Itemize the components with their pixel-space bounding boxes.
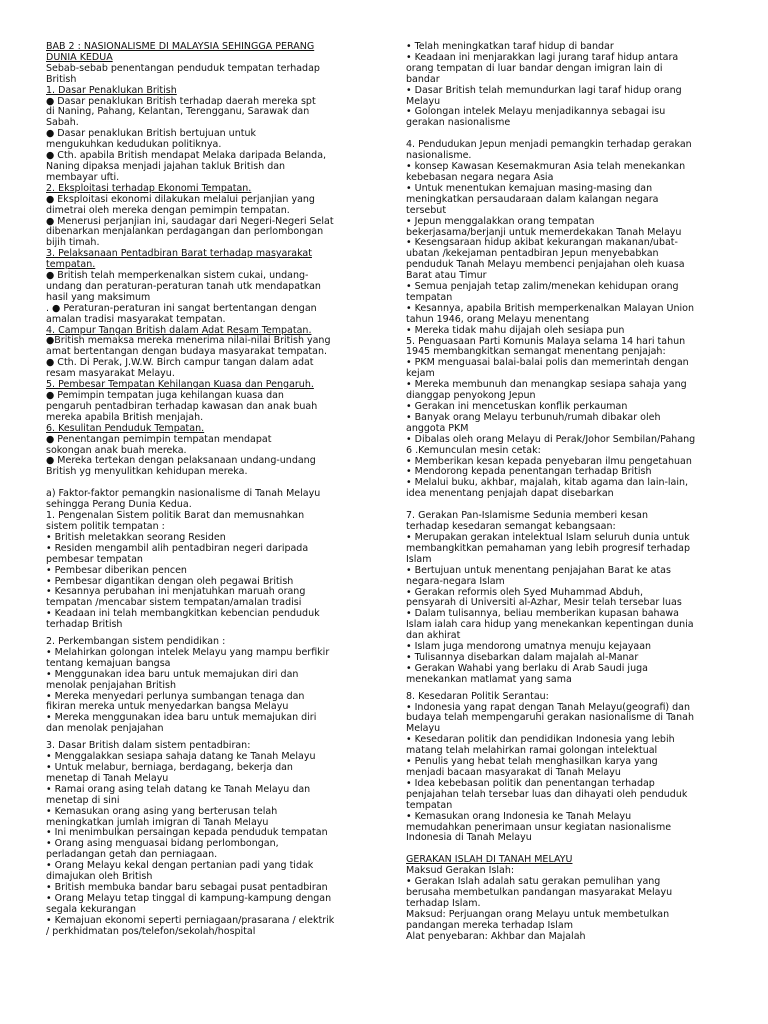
right-text-line: gerakan nasionalisme xyxy=(406,117,511,129)
left-text-line: • Orang asing menguasai bidang perlombongan, xyxy=(46,838,279,850)
left-text-line: dimajukan oleh British xyxy=(46,871,153,883)
right-text-line: 5. Penguasaan Parti Komunis Malaya selama 14 hari tahun xyxy=(406,335,686,347)
right-text-line: tempatan xyxy=(406,799,453,811)
left-heading-line: DUNIA KEDUA xyxy=(46,51,113,63)
right-text-line: • Gerakan reformis oleh Syed Muhammad Abduh, xyxy=(406,586,643,598)
right-text-line: Maksud Gerakan Islah: xyxy=(406,865,515,877)
left-text-line: • Mereka menggunakan idea baru untuk memajukan diri xyxy=(46,712,317,724)
right-text-line: negara-negara Islam xyxy=(406,575,505,587)
right-text-line: bekerjasama/berjanji untuk memerdekakan Tanah Melayu xyxy=(406,226,682,238)
left-text-line: • Menggalakkan sesiapa sahaja datang ke Tanah Melayu xyxy=(46,751,316,763)
right-text-line: tersebut xyxy=(406,204,447,216)
right-text-line: kebebasan negara negara Asia xyxy=(406,171,554,183)
left-text-line: undang dan peraturan-peraturan tanah utk mendapatkan xyxy=(46,280,321,292)
right-text-line: Melayu xyxy=(406,723,441,735)
left-heading-line: 2. Eksploitasi terhadap Ekonomi Tempatan. xyxy=(46,182,252,194)
left-heading-line: tempatan. xyxy=(46,259,96,271)
left-text-line: ● Menerusi perjanjian ini, saudagar dari Negeri-Negeri Selat xyxy=(46,215,334,227)
left-text-line: British yg menyulitkan kehidupan mereka. xyxy=(46,466,248,478)
right-text-line: 8. Kesedaran Politik Serantau: xyxy=(406,690,549,702)
right-text-line: Islam xyxy=(406,553,432,565)
left-text-line: / perkhidmatan pos/telefon/sekolah/hospital xyxy=(46,925,256,937)
right-text-line: Indonesia di Tanah Melayu xyxy=(406,832,532,844)
right-text-line: • Dalam tulisannya, beliau memberikan kupasan bahawa xyxy=(406,608,679,620)
right-text-line: • Gerakan Wahabi yang berlaku di Arab Saudi juga xyxy=(406,662,648,674)
left-text-line: amat bertentangan dengan budaya masyarakat tempatan. xyxy=(46,346,327,358)
left-heading-line: 4. Campur Tangan British dalam Adat Resam Tempatan. xyxy=(46,324,312,336)
left-text-line: ● Mereka tertekan dengan pelaksanaan undang-undang xyxy=(46,455,316,467)
left-text-line: • Melahirkan golongan intelek Melayu yang mampu berfikir xyxy=(46,646,330,658)
left-text-line: ● Cth. apabila British mendapat Melaka daripada Belanda, xyxy=(46,150,327,162)
left-text-line: • Untuk melabur, berniaga, berdagang, bekerja dan xyxy=(46,762,293,773)
right-text-line: • Dasar British telah memundurkan lagi taraf hidup orang xyxy=(406,84,682,96)
right-text-line: • Kemasukan orang Indonesia ke Tanah Melayu xyxy=(406,810,632,822)
right-text-line: budaya telah mempengaruhi gerakan nasionalisme di Tanah xyxy=(406,712,694,724)
right-text-line: 6 .Kemunculan mesin cetak: xyxy=(406,444,541,456)
left-text-line: . ● Peraturan-peraturan ini sangat bertentangan dengan xyxy=(46,302,317,314)
right-text-line: • Keadaan ini menjarakkan lagi jurang taraf hidup antara xyxy=(406,51,679,63)
right-text-line: memudahkan penerimaan unsur kegiatan nasionalisme xyxy=(406,821,672,833)
left-text-line: meningkatkan jumlah imigran di Tanah Melayu xyxy=(46,816,269,828)
right-text-line: • Idea kebebasan politik dan penentangan terhadap xyxy=(406,777,655,789)
left-text-line: • Ramai orang asing telah datang ke Tanah Melayu dan xyxy=(46,783,311,795)
left-text-line: sokongan anak buah mereka. xyxy=(46,444,187,456)
left-text-line: British xyxy=(46,73,77,85)
left-text-line: • Pembesar diberikan pencen xyxy=(46,564,187,576)
left-text-line: dimetrai oleh mereka dengan pemimpin tempatan. xyxy=(46,204,290,216)
right-text-line: pandangan mereka terhadap Islam xyxy=(406,919,573,931)
left-text-line: • Pembesar digantikan dengan oleh pegawai British xyxy=(46,575,294,587)
left-text-line: Naning dipaksa menjadi jajahan takluk British dan xyxy=(46,160,286,172)
right-text-line: • Mendorong kepada penentangan terhadap British xyxy=(406,466,652,478)
right-text-line: dan akhirat xyxy=(406,630,461,642)
left-text-line: • Kemajuan ekonomi seperti perniagaan/prasarana / elektrik xyxy=(46,914,335,926)
right-text-line: • Golongan intelek Melayu menjadikannya sebagai isu xyxy=(406,106,666,118)
right-text-line: terhadap kesedaran semangat kebangsaan: xyxy=(406,521,616,533)
right-text-line: • Untuk menentukan kemajuan masing-masing dan xyxy=(406,182,653,194)
left-text-line: pengaruh pentadbiran terhadap kawasan dan anak buah xyxy=(46,400,318,412)
left-text-line: ● Penentangan pemimpin tempatan mendapat xyxy=(46,433,272,445)
right-text-line: • PKM menguasai balai-balai polis dan memerintah dengan xyxy=(406,357,689,369)
right-text-line: membangkitkan pemahaman yang lebih progresif terhadap xyxy=(406,542,691,554)
left-text-line: sistem politik tempatan : xyxy=(46,520,165,532)
right-text-line: • Bertujuan untuk menentang penjajahan Barat ke atas xyxy=(406,564,671,576)
left-text-line: fikiran mereka untuk menyedarkan bangsa Melayu xyxy=(46,701,289,713)
left-text-line: mengukuhkan kedudukan politiknya. xyxy=(46,139,222,151)
left-text-line: • Orang Melayu kekal dengan pertanian padi yang tidak xyxy=(46,860,314,872)
left-text-line: menetap di sini xyxy=(46,794,120,806)
left-text-line: 3. Dasar British dalam sistem pentadbiran: xyxy=(46,740,251,752)
left-text-line: resam masyarakat Melayu. xyxy=(46,368,175,380)
left-text-line: segala kekurangan xyxy=(46,903,136,915)
left-text-line: ● Dasar penaklukan British bertujuan untuk xyxy=(46,128,256,140)
left-text-line: dan menolak penjajahan xyxy=(46,723,164,735)
right-text-line: • Tulisannya disebarkan dalam majalah al-Manar xyxy=(406,651,639,663)
right-text-line: 7. Gerakan Pan-Islamisme Sedunia memberi kesan xyxy=(406,510,648,522)
right-text-line: • Penulis yang hebat telah menghasilkan karya yang xyxy=(406,756,658,768)
right-text-line: Melayu xyxy=(406,95,441,107)
left-text-line: tentang kemajuan bangsa xyxy=(46,657,171,669)
right-text-line: • Kesedaran politik dan pendidikan Indonesia yang lebih xyxy=(406,734,675,746)
right-text-line: Alat penyebaran: Akhbar dan Majalah xyxy=(406,930,586,942)
right-text-line: • Banyak orang Melayu terbunuh/rumah dibakar oleh xyxy=(406,411,661,423)
left-text-line: • Kemasukan orang asing yang berterusan telah xyxy=(46,805,278,817)
right-text-line: • Mereka membunuh dan menangkap sesiapa sahaja yang xyxy=(406,379,687,391)
right-text-line: 1945 membangkitkan semangat menentang penjajah: xyxy=(406,346,666,358)
left-text-line: Sebab-sebab penentangan penduduk tempatan terhadap xyxy=(46,62,320,74)
right-text-line: Islam ialah cara hidup yang menekankan kepentingan dunia xyxy=(406,619,694,631)
left-text-line: • Ini menimbulkan persaingan kepada penduduk tempatan xyxy=(46,827,328,839)
right-text-line: tahun 1946, orang Melayu menentang xyxy=(406,313,590,325)
left-text-line: ● Pemimpin tempatan juga kehilangan kuasa dan xyxy=(46,390,284,401)
right-text-line: tempatan xyxy=(406,291,453,303)
left-text-line: ● Cth. Di Perak, J.W.W. Birch campur tangan dalam adat xyxy=(46,357,314,369)
right-text-line: berusaha membetulkan pandangan masyarakat Melayu xyxy=(406,887,673,899)
left-heading-line: BAB 2 : NASIONALISME DI MALAYSIA SEHINGGA PERANG xyxy=(46,41,315,52)
left-text-line: • Kesannya perubahan ini menjatuhkan maruah orang xyxy=(46,586,306,598)
left-text-line: mereka apabila British menjajah. xyxy=(46,411,204,423)
right-text-line: 4. Pendudukan Jepun menjadi pemangkin terhadap gerakan xyxy=(406,139,692,151)
left-text-line: • Orang Melayu tetap tinggal di kampung-kampung dengan xyxy=(46,892,332,904)
left-text-line: dibenarkan menjalankan perdagangan dan perlombongan xyxy=(46,226,324,238)
left-text-line: sehingga Perang Dunia Kedua. xyxy=(46,499,192,511)
right-text-line: nasionalisme. xyxy=(406,150,472,162)
right-text-line: • Merupakan gerakan intelektual Islam seluruh dunia untuk xyxy=(406,531,690,543)
right-text-line: anggota PKM xyxy=(406,422,469,434)
right-column xyxy=(406,42,730,943)
left-text-line: amalan tradisi masyarakat tempatan. xyxy=(46,313,226,325)
right-text-line: penjajahan telah tersebar luas dan dihayati oleh penduduk xyxy=(406,788,688,800)
right-text-line: pensyarah di Universiti al-Azhar, Mesir telah tersebar luas xyxy=(406,597,682,609)
left-text-line: membayar ufti. xyxy=(46,171,120,183)
right-text-line: idea menentang penjajah dapat disebarkan xyxy=(406,488,614,500)
left-text-line: 2. Perkembangan sistem pendidikan : xyxy=(46,636,226,648)
left-heading-line: 1. Dasar Penaklukan British xyxy=(46,84,177,96)
left-text-line: di Naning, Pahang, Kelantan, Terengganu, Sarawak dan xyxy=(46,106,310,118)
left-text-line: terhadap British xyxy=(46,619,123,631)
right-text-line: • Kesannya, apabila British memperkenalkan Malayan Union xyxy=(406,302,694,314)
right-text-line: • Telah meningkatkan taraf hidup di bandar xyxy=(406,41,614,52)
right-text-line: Maksud: Perjuangan orang Melayu untuk membetulkan xyxy=(406,908,670,920)
right-text-line: Barat atau Timur xyxy=(406,270,487,282)
left-text-line: • British meletakkan seorang Residen xyxy=(46,531,226,543)
left-text-line: hasil yang maksimum xyxy=(46,291,151,303)
left-text-line: • Residen mengambil alih pentadbiran negeri daripada xyxy=(46,542,309,554)
left-text-line: ● Dasar penaklukan British terhadap daerah mereka spt xyxy=(46,95,316,107)
left-text-line: 1. Pengenalan Sistem politik Barat dan memusnahkan xyxy=(46,510,305,522)
right-text-line: • Gerakan Islah adalah satu gerakan pemulihan yang xyxy=(406,876,661,888)
left-text-line: pembesar tempatan xyxy=(46,553,143,565)
left-heading-line: 6. Kesulitan Penduduk Tempatan. xyxy=(46,422,205,434)
left-text-line: tempatan /mencabar sistem tempatan/amalan tradisi xyxy=(46,597,302,609)
right-text-line: • Memberikan kesan kepada penyebaran ilmu pengetahuan xyxy=(406,455,692,467)
left-text-line: Sabah. xyxy=(46,117,79,129)
left-text-line: menolak penjajahan British xyxy=(46,679,177,691)
right-text-line: orang tempatan di luar bandar dengan imigran lain di xyxy=(406,62,663,74)
left-text-line: perladangan getah dan perniagaan. xyxy=(46,849,218,861)
left-text-line: a) Faktor-faktor pemangkin nasionalisme di Tanah Melayu xyxy=(46,488,321,500)
right-text-line: • Melalui buku, akhbar, majalah, kitab agama dan lain-lain, xyxy=(406,477,689,489)
right-text-line: menjadi bacaan masyarakat di Tanah Melayu xyxy=(406,767,621,778)
right-heading-line: GERAKAN ISLAH DI TANAH MELAYU xyxy=(406,854,573,866)
right-text-line: bandar xyxy=(406,73,440,85)
left-text-line: • Menggunakan idea baru untuk memajukan diri dan xyxy=(46,668,299,680)
right-text-line: • Mereka tidak mahu dijajah oleh sesiapa pun xyxy=(406,324,625,336)
right-text-line: meningkatkan persaudaraan dalam kalangan negara xyxy=(406,193,659,205)
right-text-line: • Gerakan ini mencetuskan konflik perkauman xyxy=(406,401,628,412)
left-text-line: • British membuka bandar baru sebagai pusat pentadbiran xyxy=(46,881,328,893)
right-text-line: • konsep Kawasan Kesemakmuran Asia telah menekankan xyxy=(406,161,686,173)
left-text-line: ● British telah memperkenalkan sistem cukai, undang- xyxy=(46,270,309,282)
left-text-line: • Mereka menyedari perlunya sumbangan tenaga dan xyxy=(46,690,305,702)
right-text-line: menekankan matlamat yang sama xyxy=(406,673,572,685)
right-text-line: penduduk Tanah Melayu membenci penjajahan oleh kuasa xyxy=(406,259,685,271)
left-text-line: ● Eksploitasi ekonomi dilakukan melalui perjanjian yang xyxy=(46,193,315,205)
right-text-line: • Kesengsaraan hidup akibat kekurangan makanan/ubat- xyxy=(406,237,678,249)
left-text-line: menetap di Tanah Melayu xyxy=(46,772,169,784)
right-text-line: kejam xyxy=(406,368,435,380)
left-heading-line: 3. Pelaksanaan Pentadbiran Barat terhadap masyarakat xyxy=(46,248,312,260)
left-text-line: • Keadaan ini telah membangkitkan kebencian penduduk xyxy=(46,608,320,620)
right-text-line: dianggap penyokong Jepun xyxy=(406,390,536,402)
right-text-line: matang telah melahirkan ramai golongan intelektual xyxy=(406,745,658,757)
left-heading-line: 5. Pembesar Tempatan Kehilangan Kuasa dan Pengaruh. xyxy=(46,379,314,391)
right-text-line: • Dibalas oleh orang Melayu di Perak/Johor Sembilan/Pahang xyxy=(406,433,696,445)
left-text-line: ●British memaksa mereka menerima nilai-nilai British yang xyxy=(46,335,331,347)
right-text-line: • Semua penjajah tetap zalim/menekan kehidupan orang xyxy=(406,281,679,293)
right-text-line: ubatan /kekejaman pentadbiran Jepun menyebabkan xyxy=(406,248,659,260)
right-text-line: terhadap Islam. xyxy=(406,897,481,909)
right-text-line: • Islam juga mendorong umatnya menuju kejayaan xyxy=(406,641,652,653)
right-text-line: • Jepun menggalakkan orang tempatan xyxy=(406,215,595,227)
right-text-line: • Indonesia yang rapat dengan Tanah Melayu(geografi) dan xyxy=(406,701,691,713)
left-column xyxy=(46,42,368,938)
left-text-line: bijih timah. xyxy=(46,237,100,249)
